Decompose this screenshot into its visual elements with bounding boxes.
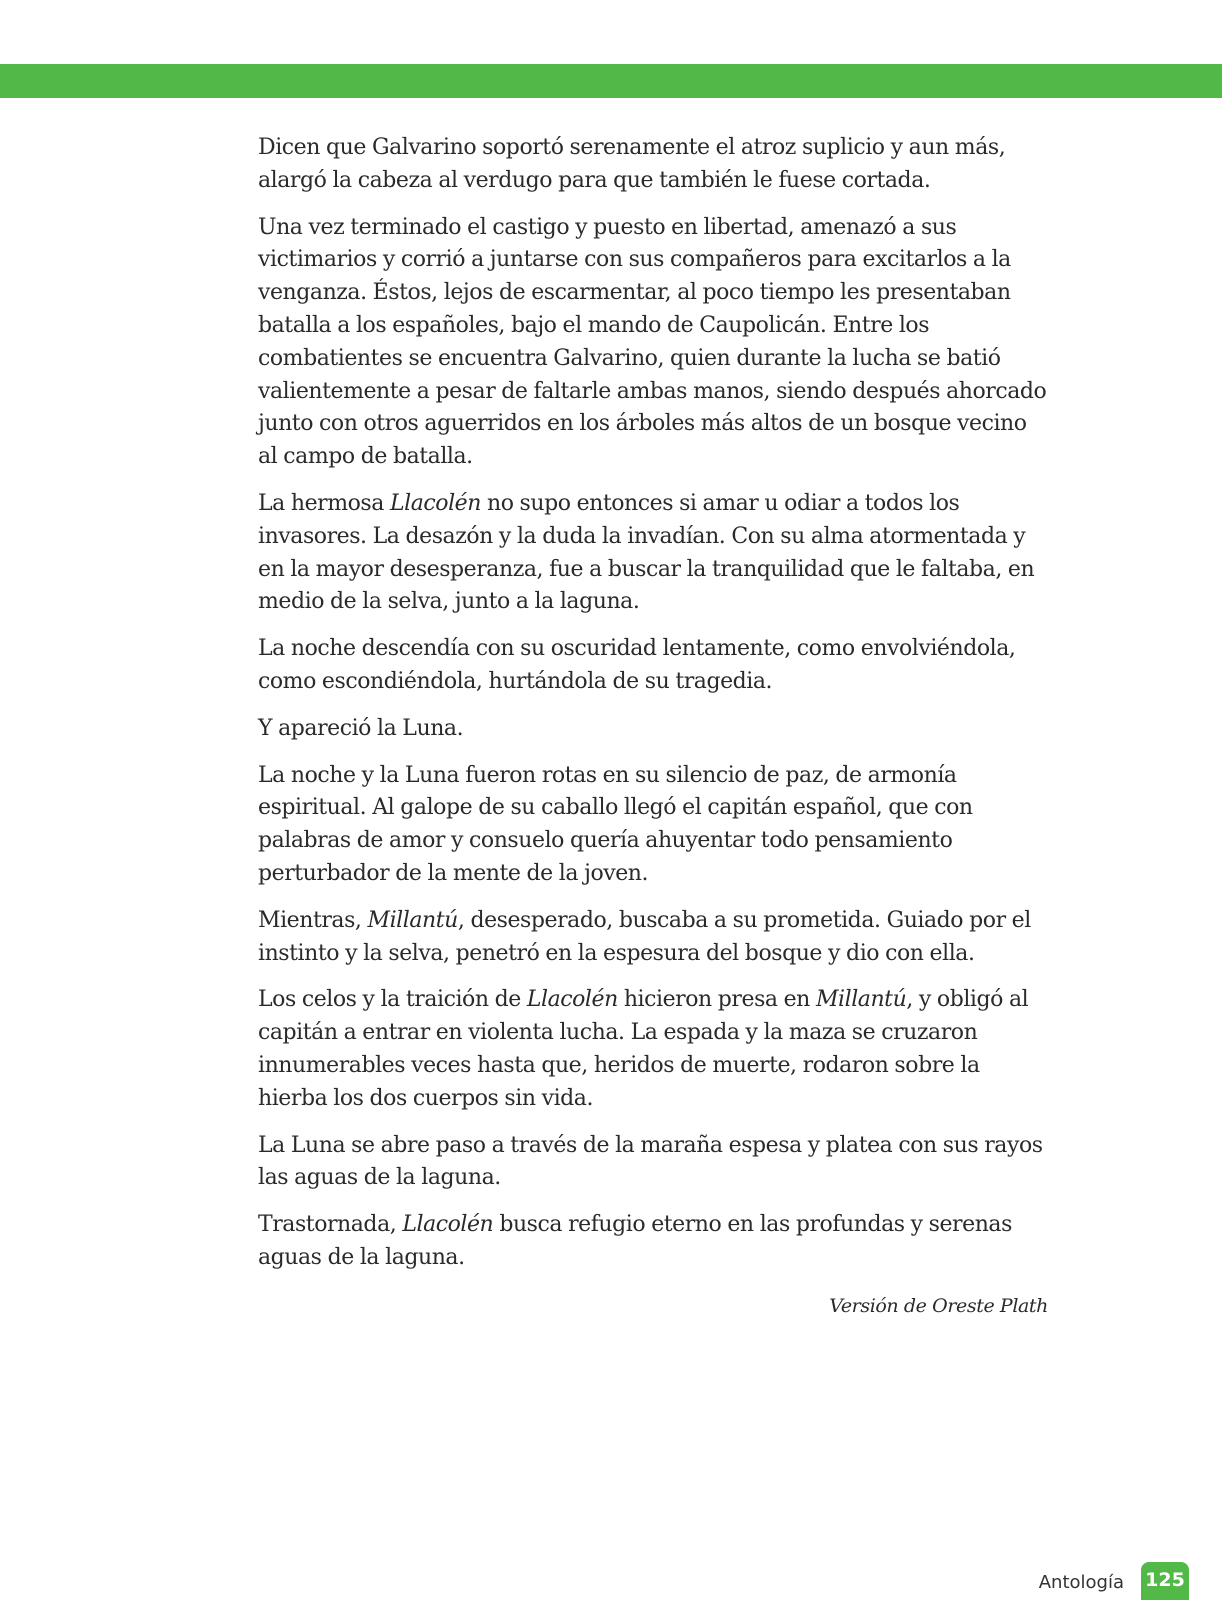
page-number: 125 — [1141, 1562, 1189, 1600]
paragraph — [258, 984, 1048, 1115]
text-segment: Una vez terminado el castigo y puesto en libertad, amenazó a sus victimarios y corrió a juntarse con sus compañeros para excitarlos a la venganza. Éstos, lejos de escarmentar, al poco tiempo les presentaban batalla a los españoles, bajo el mando de Caupolicán. Entre los combatientes se encuentra Galvarino, quien durante la lucha se batió valientemente a pesar de faltarle ambas manos, siendo después ahorcado junto con otros aguerridos en los árboles más altos de un bosque vecino al campo de batalla. — [258, 214, 1047, 470]
text-segment: Y apareció la Luna. — [258, 715, 464, 741]
paragraph — [258, 132, 1048, 198]
text-segment: hicieron presa en — [617, 987, 816, 1013]
text-segment: Mientras, — [258, 907, 368, 933]
text-segment: La Luna se abre paso a través de la maraña espesa y platea con sus rayos las aguas de la laguna. — [258, 1132, 1043, 1191]
paragraph — [258, 760, 1048, 891]
attribution: Versión de Oreste Plath — [829, 1294, 1048, 1317]
story-text — [258, 132, 1048, 1317]
text-segment: La hermosa — [258, 490, 390, 516]
section-label: Antología — [1038, 1572, 1124, 1593]
italic-name: Llacolén — [389, 490, 481, 516]
paragraph — [258, 905, 1048, 971]
italic-name: Llacolén — [526, 987, 618, 1013]
paragraph-list — [258, 132, 1048, 1275]
text-segment: Trastornada, — [258, 1212, 403, 1238]
text-segment: , y obligó al capitán a entrar en violenta lucha. La espada y la maza se cruzaron innumerables veces hasta que, heridos de muerte, rodaron sobre la hierba los dos cuerpos sin vida. — [258, 987, 1029, 1111]
text-segment: La noche y la Luna fueron rotas en su silencio de paz, de armonía espiritual. Al galope de su caballo llegó el capitán español, que con palabras de amor y consuelo quería ahuyentar todo pensamiento perturbador de la mente de la joven. — [258, 762, 973, 886]
italic-name: Llacolén — [402, 1212, 494, 1238]
text-segment: Dicen que Galvarino soportó serenamente el atroz suplicio y aun más, alargó la cabeza al verdugo para que también le fuese cortada. — [258, 135, 1006, 193]
paragraph — [258, 1209, 1048, 1275]
paragraph — [258, 713, 1048, 746]
paragraph — [258, 633, 1048, 699]
text-segment: Los celos y la traición de — [258, 987, 527, 1013]
italic-name: Millantú — [815, 987, 907, 1013]
paragraph — [258, 1130, 1048, 1196]
text-segment: La noche descendía con su oscuridad lentamente, como envolviéndola, como escondiéndola, hurtándola de su tragedia. — [258, 636, 1016, 694]
text-segment: no supo entonces si amar u odiar a todos los invasores. La desazón y la duda la invadían. Con su alma atormentada y en la mayor desesperanza, fue a buscar la tranquilidad que le faltaba, en medio de la selva, junto a la laguna. — [258, 490, 1035, 615]
italic-name: Millantú — [367, 907, 458, 933]
text-segment: , desesperado, buscaba a su prometida. Guiado por el instinto y la selva, penetró en la espesura del bosque y dio con ella. — [258, 907, 1031, 966]
paragraph — [258, 488, 1048, 619]
text-segment: busca refugio eterno en las profundas y serenas aguas de la laguna. — [258, 1212, 1012, 1270]
header-color-band — [0, 64, 1222, 98]
paragraph — [258, 212, 1048, 474]
